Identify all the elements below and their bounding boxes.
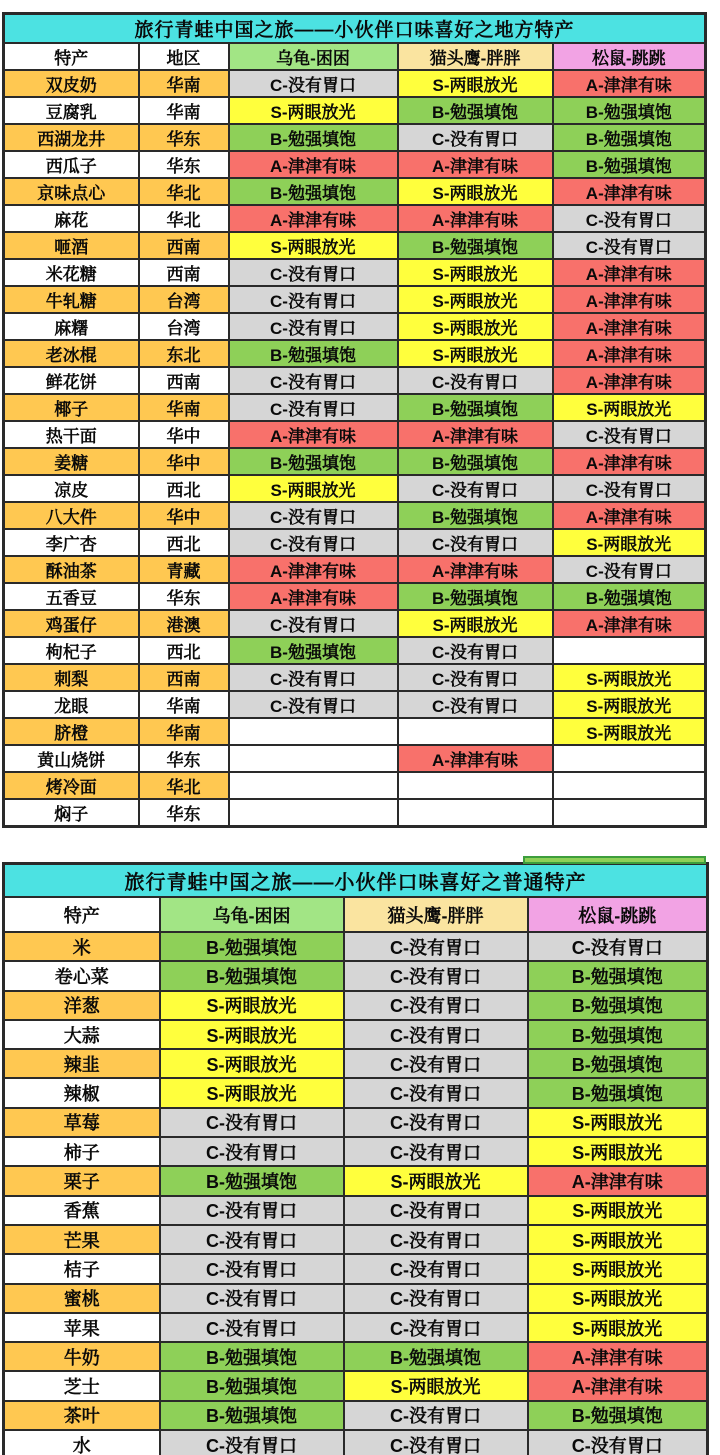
product-cell: 西瓜子 <box>4 151 139 178</box>
table-row <box>4 286 706 313</box>
region-cell: 华南 <box>139 97 229 124</box>
table-row <box>4 313 706 340</box>
rating-cell: S-两眼放光 <box>553 691 706 718</box>
product-cell: 鸡蛋仔 <box>4 610 139 637</box>
product-cell: 凉皮 <box>4 475 139 502</box>
rating-cell: S-两眼放光 <box>398 70 553 97</box>
rating-cell: C-没有胃口 <box>229 313 398 340</box>
table-row <box>4 1430 708 1455</box>
table-header-row <box>4 43 706 70</box>
rating-cell: A-津津有味 <box>553 340 706 367</box>
green-strip-decoration <box>523 856 706 864</box>
rating-cell <box>553 772 706 799</box>
rating-cell: C-没有胃口 <box>398 637 553 664</box>
rating-cell <box>553 799 706 827</box>
common-specialties-table <box>2 862 709 1455</box>
product-cell: 热干面 <box>4 421 139 448</box>
table-row <box>4 1254 708 1283</box>
product-cell: 黄山烧饼 <box>4 745 139 772</box>
rating-cell <box>229 799 398 827</box>
product-cell: 牛奶 <box>4 1342 160 1371</box>
rating-cell: C-没有胃口 <box>344 1108 528 1137</box>
product-cell: 蜜桃 <box>4 1284 160 1313</box>
product-cell: 麻糬 <box>4 313 139 340</box>
rating-cell: C-没有胃口 <box>229 259 398 286</box>
rating-cell: C-没有胃口 <box>160 1108 344 1137</box>
rating-cell: S-两眼放光 <box>553 664 706 691</box>
table-row <box>4 421 706 448</box>
rating-cell: C-没有胃口 <box>553 205 706 232</box>
rating-cell: C-没有胃口 <box>160 1430 344 1455</box>
rating-cell: C-没有胃口 <box>229 286 398 313</box>
rating-cell: B-勉强填饱 <box>553 151 706 178</box>
table-row <box>4 556 706 583</box>
region-cell: 青藏 <box>139 556 229 583</box>
table-row <box>4 367 706 394</box>
product-cell: 五香豆 <box>4 583 139 610</box>
table-row <box>4 1284 708 1313</box>
table-row <box>4 340 706 367</box>
region-cell: 西北 <box>139 529 229 556</box>
table-row <box>4 1342 708 1371</box>
rating-cell: A-津津有味 <box>553 259 706 286</box>
table-row <box>4 1078 708 1107</box>
rating-cell <box>398 772 553 799</box>
table-title-row <box>4 864 708 898</box>
table-row <box>4 583 706 610</box>
local-specialties-table <box>2 12 707 828</box>
rating-cell: A-津津有味 <box>553 286 706 313</box>
product-cell: 龙眼 <box>4 691 139 718</box>
table-row <box>4 97 706 124</box>
table-row <box>4 664 706 691</box>
region-cell: 西南 <box>139 259 229 286</box>
product-cell: 豆腐乳 <box>4 97 139 124</box>
rating-cell: S-两眼放光 <box>229 97 398 124</box>
rating-cell: B-勉强填饱 <box>553 583 706 610</box>
rating-cell: C-没有胃口 <box>160 1196 344 1225</box>
rating-cell: C-没有胃口 <box>553 556 706 583</box>
rating-cell: B-勉强填饱 <box>398 448 553 475</box>
rating-cell: C-没有胃口 <box>229 610 398 637</box>
table-row <box>4 799 706 827</box>
product-cell: 京味点心 <box>4 178 139 205</box>
rating-cell: S-两眼放光 <box>553 718 706 745</box>
rating-cell: C-没有胃口 <box>229 529 398 556</box>
rating-cell: A-津津有味 <box>398 151 553 178</box>
rating-cell: B-勉强填饱 <box>229 637 398 664</box>
rating-cell <box>553 745 706 772</box>
rating-cell: S-两眼放光 <box>160 1049 344 1078</box>
table-title: 旅行青蛙中国之旅——小伙伴口味喜好之地方特产 <box>4 14 706 44</box>
region-cell: 西南 <box>139 367 229 394</box>
rating-cell: C-没有胃口 <box>344 1313 528 1342</box>
rating-cell: B-勉强填饱 <box>528 1049 708 1078</box>
product-cell: 米 <box>4 932 160 961</box>
region-cell: 台湾 <box>139 286 229 313</box>
header-owl: 猫头鹰-胖胖 <box>398 43 553 70</box>
rating-cell: S-两眼放光 <box>528 1313 708 1342</box>
rating-cell: B-勉强填饱 <box>160 961 344 990</box>
table-row <box>4 502 706 529</box>
header-turtle: 乌龟-困困 <box>160 897 344 932</box>
rating-cell: C-没有胃口 <box>344 1284 528 1313</box>
rating-cell <box>229 718 398 745</box>
region-cell: 华南 <box>139 718 229 745</box>
rating-cell: C-没有胃口 <box>160 1254 344 1283</box>
rating-cell: A-津津有味 <box>553 367 706 394</box>
rating-cell: C-没有胃口 <box>229 394 398 421</box>
rating-cell: C-没有胃口 <box>344 1137 528 1166</box>
table-row <box>4 1166 708 1195</box>
table-row <box>4 1401 708 1430</box>
rating-cell: S-两眼放光 <box>398 610 553 637</box>
product-cell: 香蕉 <box>4 1196 160 1225</box>
rating-cell <box>398 799 553 827</box>
region-cell: 华东 <box>139 124 229 151</box>
rating-cell: S-两眼放光 <box>553 394 706 421</box>
rating-cell: C-没有胃口 <box>344 1225 528 1254</box>
rating-cell: A-津津有味 <box>553 313 706 340</box>
table-row <box>4 124 706 151</box>
region-cell: 华中 <box>139 502 229 529</box>
rating-cell: A-津津有味 <box>229 556 398 583</box>
rating-cell: C-没有胃口 <box>229 502 398 529</box>
rating-cell: A-津津有味 <box>229 421 398 448</box>
region-cell: 华中 <box>139 421 229 448</box>
rating-cell: A-津津有味 <box>553 70 706 97</box>
product-cell: 辣韭 <box>4 1049 160 1078</box>
rating-cell: C-没有胃口 <box>528 932 708 961</box>
rating-cell: B-勉强填饱 <box>160 1342 344 1371</box>
region-cell: 台湾 <box>139 313 229 340</box>
rating-cell: S-两眼放光 <box>398 340 553 367</box>
rating-cell: S-两眼放光 <box>229 475 398 502</box>
rating-cell: S-两眼放光 <box>344 1371 528 1400</box>
rating-cell: S-两眼放光 <box>160 1020 344 1049</box>
rating-cell <box>398 718 553 745</box>
region-cell: 华北 <box>139 772 229 799</box>
region-cell: 西南 <box>139 232 229 259</box>
product-cell: 椰子 <box>4 394 139 421</box>
table-row <box>4 529 706 556</box>
region-cell: 华东 <box>139 745 229 772</box>
rating-cell: C-没有胃口 <box>344 991 528 1020</box>
table-row <box>4 1049 708 1078</box>
rating-cell: S-两眼放光 <box>344 1166 528 1195</box>
rating-cell: A-津津有味 <box>398 556 553 583</box>
table-row <box>4 772 706 799</box>
rating-cell: C-没有胃口 <box>553 475 706 502</box>
product-cell: 八大件 <box>4 502 139 529</box>
rating-cell: S-两眼放光 <box>528 1254 708 1283</box>
rating-cell: C-没有胃口 <box>229 664 398 691</box>
rating-cell <box>553 637 706 664</box>
region-cell: 华南 <box>139 70 229 97</box>
rating-cell: B-勉强填饱 <box>528 961 708 990</box>
table-row <box>4 1137 708 1166</box>
table-row <box>4 1225 708 1254</box>
table-row <box>4 637 706 664</box>
rating-cell: S-两眼放光 <box>398 286 553 313</box>
product-cell: 李广杏 <box>4 529 139 556</box>
rating-cell: C-没有胃口 <box>398 691 553 718</box>
rating-cell: B-勉强填饱 <box>160 1166 344 1195</box>
rating-cell: A-津津有味 <box>398 421 553 448</box>
table-row <box>4 691 706 718</box>
rating-cell: A-津津有味 <box>553 502 706 529</box>
rating-cell: A-津津有味 <box>528 1342 708 1371</box>
rating-cell: B-勉强填饱 <box>553 124 706 151</box>
table-title: 旅行青蛙中国之旅——小伙伴口味喜好之普通特产 <box>4 864 708 898</box>
rating-cell: S-两眼放光 <box>160 991 344 1020</box>
rating-cell: C-没有胃口 <box>160 1225 344 1254</box>
product-cell: 卷心菜 <box>4 961 160 990</box>
rating-cell: C-没有胃口 <box>160 1137 344 1166</box>
rating-cell: C-没有胃口 <box>528 1430 708 1455</box>
table-row <box>4 1196 708 1225</box>
table-row <box>4 394 706 421</box>
rating-cell: S-两眼放光 <box>160 1078 344 1107</box>
product-cell: 烤冷面 <box>4 772 139 799</box>
product-cell: 桔子 <box>4 1254 160 1283</box>
table-title-row <box>4 14 706 44</box>
rating-cell: B-勉强填饱 <box>398 232 553 259</box>
table-row <box>4 151 706 178</box>
product-cell: 麻花 <box>4 205 139 232</box>
rating-cell: B-勉强填饱 <box>160 1401 344 1430</box>
rating-cell: B-勉强填饱 <box>344 1342 528 1371</box>
product-cell: 枸杞子 <box>4 637 139 664</box>
product-cell: 酥油茶 <box>4 556 139 583</box>
product-cell: 苹果 <box>4 1313 160 1342</box>
table-row <box>4 259 706 286</box>
product-cell: 水 <box>4 1430 160 1455</box>
rating-cell: S-两眼放光 <box>528 1137 708 1166</box>
table-row <box>4 610 706 637</box>
header-owl: 猫头鹰-胖胖 <box>344 897 528 932</box>
rating-cell: B-勉强填饱 <box>160 932 344 961</box>
rating-cell: C-没有胃口 <box>398 664 553 691</box>
table-row <box>4 745 706 772</box>
rating-cell: S-两眼放光 <box>398 178 553 205</box>
product-cell: 焖子 <box>4 799 139 827</box>
rating-cell: S-两眼放光 <box>398 259 553 286</box>
header-specialty: 特产 <box>4 897 160 932</box>
region-cell: 西南 <box>139 664 229 691</box>
table-row <box>4 991 708 1020</box>
rating-cell: C-没有胃口 <box>553 232 706 259</box>
rating-cell: B-勉强填饱 <box>398 97 553 124</box>
rating-cell: B-勉强填饱 <box>528 1401 708 1430</box>
rating-cell: A-津津有味 <box>528 1371 708 1400</box>
product-cell: 草莓 <box>4 1108 160 1137</box>
rating-cell: A-津津有味 <box>229 583 398 610</box>
region-cell: 港澳 <box>139 610 229 637</box>
rating-cell: C-没有胃口 <box>344 1196 528 1225</box>
rating-cell: A-津津有味 <box>398 745 553 772</box>
rating-cell: A-津津有味 <box>398 205 553 232</box>
table-row <box>4 1371 708 1400</box>
rating-cell: S-两眼放光 <box>528 1108 708 1137</box>
rating-cell: B-勉强填饱 <box>398 583 553 610</box>
table-row <box>4 718 706 745</box>
product-cell: 西湖龙井 <box>4 124 139 151</box>
region-cell: 华北 <box>139 205 229 232</box>
region-cell: 华东 <box>139 151 229 178</box>
rating-cell: C-没有胃口 <box>229 691 398 718</box>
table-row <box>4 232 706 259</box>
table-row <box>4 448 706 475</box>
rating-cell: A-津津有味 <box>528 1166 708 1195</box>
header-squirrel: 松鼠-跳跳 <box>553 43 706 70</box>
product-cell: 姜糖 <box>4 448 139 475</box>
product-cell: 脐橙 <box>4 718 139 745</box>
header-turtle: 乌龟-困困 <box>229 43 398 70</box>
region-cell: 西北 <box>139 637 229 664</box>
rating-cell: A-津津有味 <box>229 205 398 232</box>
region-cell: 华南 <box>139 691 229 718</box>
rating-cell: C-没有胃口 <box>344 961 528 990</box>
rating-cell: C-没有胃口 <box>344 1430 528 1455</box>
rating-cell: C-没有胃口 <box>160 1284 344 1313</box>
product-cell: 洋葱 <box>4 991 160 1020</box>
rating-cell: B-勉强填饱 <box>229 124 398 151</box>
rating-cell: S-两眼放光 <box>528 1196 708 1225</box>
rating-cell: B-勉强填饱 <box>229 178 398 205</box>
rating-cell: B-勉强填饱 <box>398 394 553 421</box>
rating-cell: C-没有胃口 <box>229 70 398 97</box>
rating-cell: S-两眼放光 <box>528 1225 708 1254</box>
rating-cell: S-两眼放光 <box>528 1284 708 1313</box>
table-header-row <box>4 897 708 932</box>
table-row <box>4 932 708 961</box>
product-cell: 大蒜 <box>4 1020 160 1049</box>
region-cell: 华北 <box>139 178 229 205</box>
rating-cell: A-津津有味 <box>553 448 706 475</box>
rating-cell: C-没有胃口 <box>160 1313 344 1342</box>
rating-cell <box>229 745 398 772</box>
rating-cell: B-勉强填饱 <box>528 991 708 1020</box>
table-row <box>4 1108 708 1137</box>
table-row <box>4 475 706 502</box>
rating-cell: C-没有胃口 <box>344 1078 528 1107</box>
header-squirrel: 松鼠-跳跳 <box>528 897 708 932</box>
region-cell: 华南 <box>139 394 229 421</box>
rating-cell: A-津津有味 <box>553 610 706 637</box>
product-cell: 芒果 <box>4 1225 160 1254</box>
rating-cell: A-津津有味 <box>229 151 398 178</box>
rating-cell: C-没有胃口 <box>344 1020 528 1049</box>
rating-cell: C-没有胃口 <box>344 1401 528 1430</box>
rating-cell: B-勉强填饱 <box>398 502 553 529</box>
header-region: 地区 <box>139 43 229 70</box>
table-row <box>4 1313 708 1342</box>
header-specialty: 特产 <box>4 43 139 70</box>
table-row <box>4 70 706 97</box>
rating-cell: S-两眼放光 <box>398 313 553 340</box>
rating-cell: C-没有胃口 <box>344 1049 528 1078</box>
rating-cell: B-勉强填饱 <box>528 1078 708 1107</box>
rating-cell: C-没有胃口 <box>344 932 528 961</box>
rating-cell: A-津津有味 <box>553 178 706 205</box>
table-row <box>4 961 708 990</box>
product-cell: 鲜花饼 <box>4 367 139 394</box>
rating-cell: S-两眼放光 <box>553 529 706 556</box>
region-cell: 东北 <box>139 340 229 367</box>
region-cell: 华东 <box>139 799 229 827</box>
rating-cell: C-没有胃口 <box>553 421 706 448</box>
rating-cell: B-勉强填饱 <box>229 340 398 367</box>
product-cell: 芝士 <box>4 1371 160 1400</box>
table-row <box>4 178 706 205</box>
product-cell: 辣椒 <box>4 1078 160 1107</box>
rating-cell: C-没有胃口 <box>229 367 398 394</box>
table-row <box>4 1020 708 1049</box>
region-cell: 西北 <box>139 475 229 502</box>
region-cell: 华中 <box>139 448 229 475</box>
product-cell: 米花糖 <box>4 259 139 286</box>
product-cell: 双皮奶 <box>4 70 139 97</box>
local-specialties-table-body <box>4 14 706 827</box>
rating-cell: C-没有胃口 <box>398 124 553 151</box>
product-cell: 咂酒 <box>4 232 139 259</box>
product-cell: 柿子 <box>4 1137 160 1166</box>
product-cell: 栗子 <box>4 1166 160 1195</box>
rating-cell: B-勉强填饱 <box>229 448 398 475</box>
rating-cell: B-勉强填饱 <box>553 97 706 124</box>
rating-cell: C-没有胃口 <box>398 367 553 394</box>
product-cell: 牛轧糖 <box>4 286 139 313</box>
common-specialties-table-body <box>4 864 708 1455</box>
rating-cell: B-勉强填饱 <box>528 1020 708 1049</box>
region-cell: 华东 <box>139 583 229 610</box>
table-row <box>4 205 706 232</box>
product-cell: 刺梨 <box>4 664 139 691</box>
product-cell: 茶叶 <box>4 1401 160 1430</box>
rating-cell: S-两眼放光 <box>229 232 398 259</box>
rating-cell: C-没有胃口 <box>398 475 553 502</box>
rating-cell: B-勉强填饱 <box>160 1371 344 1400</box>
rating-cell: C-没有胃口 <box>344 1254 528 1283</box>
rating-cell: C-没有胃口 <box>398 529 553 556</box>
product-cell: 老冰棍 <box>4 340 139 367</box>
rating-cell <box>229 772 398 799</box>
